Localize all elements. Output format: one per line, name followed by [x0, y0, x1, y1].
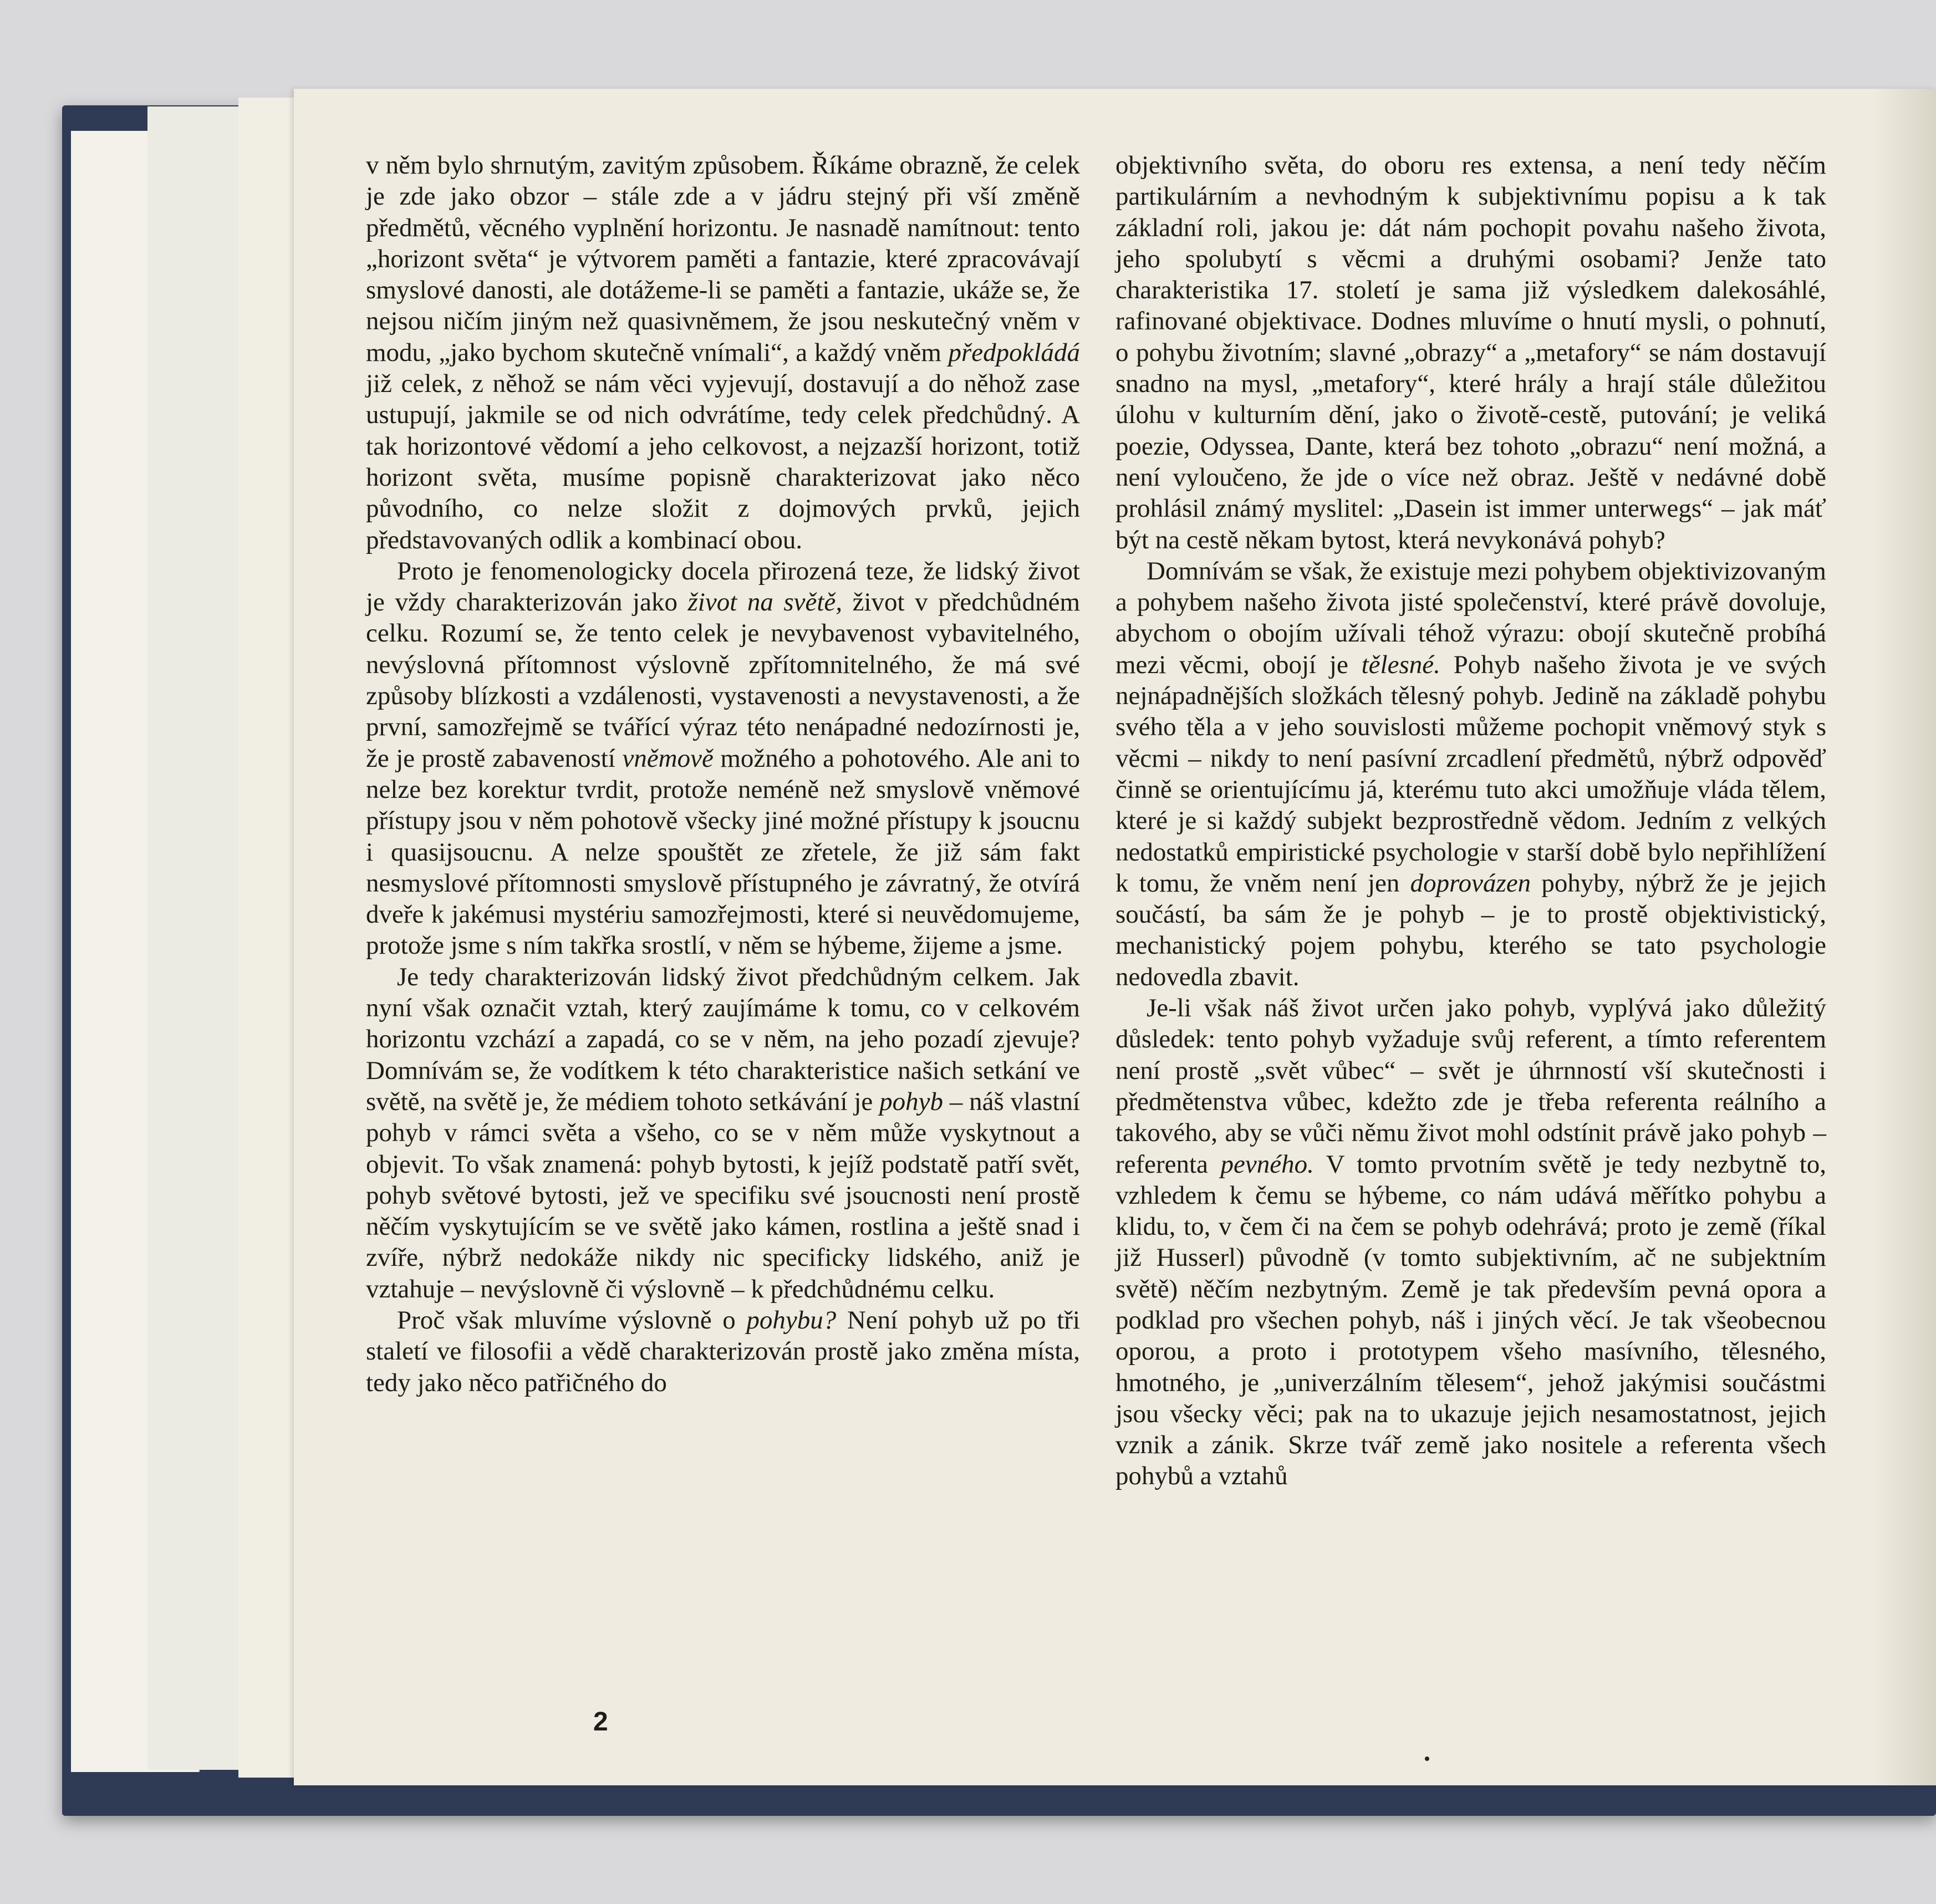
text-run: život v předchůdném celku. Rozumí se, že tento celek je nevybavenost vybavitelného, nevýslovná přítomnost výslovně zpřítomnitelného, že má své způsoby blízkosti a vzdálenosti, vystavenosti a nevystavenosti, a že první, samozřejmě se tvářící výraz této nenápadné nedozírnosti je, že je prostě zabaveností [366, 588, 1081, 773]
page-number: 2 [593, 1707, 608, 1737]
emphasis: život na světě, [687, 588, 843, 617]
emphasis: doprovázen [1410, 868, 1531, 898]
text-run: Domnívám se však, že existuje mezi pohybem objektivizovaným a pohybem našeho života jisté společenství, které právě dovoluje, abychom o obojím užívali téhož výrazu: obojí skutečně probíhá mezi věcmi, obojí je [1115, 556, 1826, 679]
text-run: v něm bylo shrnutým, zavitým způsobem. Říkáme obrazně, že celek je zde jako obzor – stále zde a v jádru stejný při vší změně předmětů, věcného vyplnění horizontu. Je nasnadě namítnout: tento „horizont světa“ je výtvorem paměti a fantazie, které zpracovávají smyslové danosti, ale dotážeme-li se paměti a fantazie, ukáže se, že nejsou ničím jiným než quasivněmem, že jsou neskutečný vněm v modu, „jako bychom skutečně vnímali“, a každý vněm [366, 151, 1080, 367]
text-run: objektivního světa, do oboru res extensa, a není tedy něčím partikulárním a nevhodným k subjektivnímu popisu a k tak základní roli, jakou je: dát nám pochopit povahu našeho života, jeho spolubytí s věcmi a druhými osobami? Jenže tato charakteristika 17. století je sama již výsledkem dalekosáhlé, rafinované objektivace. Dodnes mluvíme o hnutí mysli, o pohnutí, o pohybu životním; slavné „obrazy“ a „metafory“ se nám dostavují snadno na mysl, „metafory“, které hrály a hrají stále důležitou úlohu v kulturním dění, jako o životě-cestě, putování; je veliká poezie, Odyssea, Dante, která bez tohoto „obrazu“ není možná, a není vyloučeno, že jde o více než obraz. Ještě v nedávné době prohlásil známý myslitel: „Dasein ist immer unterwegs“ – jak máť být na cestě někam bytost, která nevykonává pohyb? [1115, 151, 1826, 554]
emphasis: pevného. [1220, 1149, 1314, 1179]
paragraph [366, 556, 1080, 961]
text-run: Není pohyb už po tři staletí ve filosofii a vědě charakterizován prostě jako změna místa, tedy jako něco patřičného do [366, 1305, 1081, 1397]
page-edge [238, 98, 300, 1778]
text-run: Proto je fenomenologicky docela přirozená teze, že lidský život je vždy charakterizován jako [366, 556, 1080, 617]
text-run: V tomto prvotním světě je tedy nezbytně to, vzhledem k čemu se hýbeme, co nám udává měřítko pohybu a klidu, to, v čem či na čem se pohyb odehrává; proto je země (říkal již Husserl) původně (v tomto subjektivním, ač ne subjektním světě) něčím nezbytným. Země je tak především pevná opora a podklad pro všechen pohyb, náš i jiných věcí. Je tak všeobecnou oporou, a proto i prototypem všeho masívního, tělesného, hmotného, je „univerzálním tělesem“, jehož jakýmisi součástmi jsou všecky věci; pak na to ukazuje jejich nesamostatnost, jejich vznik a zánik. Skrze tvář země jako nositele a referenta všech pohybů a vztahů [1115, 1149, 1827, 1491]
text-run: Proč však mluvíme výslovně o [397, 1305, 736, 1335]
text-run: pohyby, nýbrž že je jejich součástí, ba sám že je pohyb – je to prostě objektivistický, mechanistický pojem pohybu, kterého se tato psychologie nedovedla zbavit. [1115, 868, 1826, 991]
emphasis: pohybu? [746, 1305, 837, 1335]
text-run: Pohyb našeho života je ve svých nejnápadnějších složkách tělesný pohyb. Jedině na základě pohybu svého těla a v jeho souvislosti můžeme pochopit vněmový styk s věcmi – nikdy to není pasívní zrcadlení předmětů, nýbrž odpověď činně se orientujícímu já, kterému tuto akci umožňuje vláda tělem, které je si každý subjekt bezprostředně vědom. Jedním z velkých nedostatků empiristické psychologie v starší době bylo nepřihlížení k tomu, že vněm není jen [1115, 650, 1827, 898]
emphasis: pohyb [879, 1087, 943, 1116]
text-run: již celek, z něhož se nám věci vyjevují, dostavují a do něhož zase ustupují, jakmile se od nich odvrátíme, tedy celek předchůdný. A tak horizontové vědomí a jeho celkovost, a nejzazší horizont, totiž horizont světa, musíme popisně charakterizovat jako něco původního, co nelze složit z dojmových prvků, jejich představovaných odlik a kombinací obou. [366, 369, 1080, 554]
right-text-column [1115, 150, 1826, 1492]
print-speck [1425, 1757, 1429, 1761]
paragraph [366, 961, 1080, 1305]
text-run: – náš vlastní pohyb v rámci světa a všeho, co se v něm může vyskytnout a objevit. To však znamená: pohyb bytosti, k jejíž podstatě patří svět, pohyb světové bytosti, jež ve specifiku své jsoucnosti není prostě něčím vyskytujícím se ve světě jako kámen, rostlina a ještě snad i zvíře, nýbrž nedokáže nikdy nic specificky lidského, aniž je vztahuje – nevýslovně či výslovně – k předchůdnému celku. [366, 1087, 1081, 1304]
emphasis: předpokládá [948, 338, 1081, 367]
emphasis: tělesné. [1361, 650, 1440, 679]
emphasis: vněmově [622, 744, 714, 773]
paragraph [366, 150, 1080, 556]
text-run: Je tedy charakterizován lidský život předchůdným celkem. Jak nyní však označit vztah, který zaujímáme k tomu, co v celkovém horizontu vzchází a zapadá, co se v něm, na jeho pozadí zjevuje? Domnívám se, že vodítkem k této charakteristice našich setkání ve světě, na světě je, že médiem tohoto setkávání je [366, 962, 1080, 1116]
paragraph [1115, 992, 1826, 1492]
paragraph [366, 1305, 1080, 1398]
paragraph [1115, 556, 1826, 992]
page-gutter-shadow [1874, 89, 1936, 1785]
text-run: možného a pohotového. Ale ani to nelze bez korektur tvrdit, protože neméně než smyslově vněmové přístupy jsou v něm pohotově všecky jiné možné přístupy k jsoucnu i quasijsoucnu. A nelze spouštět ze zřetele, že již sám fakt nesmyslové přítomnosti smyslově přístupného je závratný, že otvírá dveře k jakémusi mystériu samozřejmosti, které si neuvědomujeme, protože jsme s ním takřka srostlí, v něm se hýbeme, žijeme a jsme. [366, 744, 1081, 960]
text-run: Je-li však náš život určen jako pohyb, vyplývá jako důležitý důsledek: tento pohyb vyžaduje svůj referent, a tímto referentem není prostě „svět vůbec“ – svět je úhrnností vší skutečnosti i předmětenstva vůbec, kdežto zde je třeba referenta reálního a takového, aby se vůči němu život mohl odstínit právě jako pohyb – referenta [1115, 994, 1826, 1179]
paragraph [1115, 150, 1826, 556]
left-text-column [366, 150, 1080, 1398]
